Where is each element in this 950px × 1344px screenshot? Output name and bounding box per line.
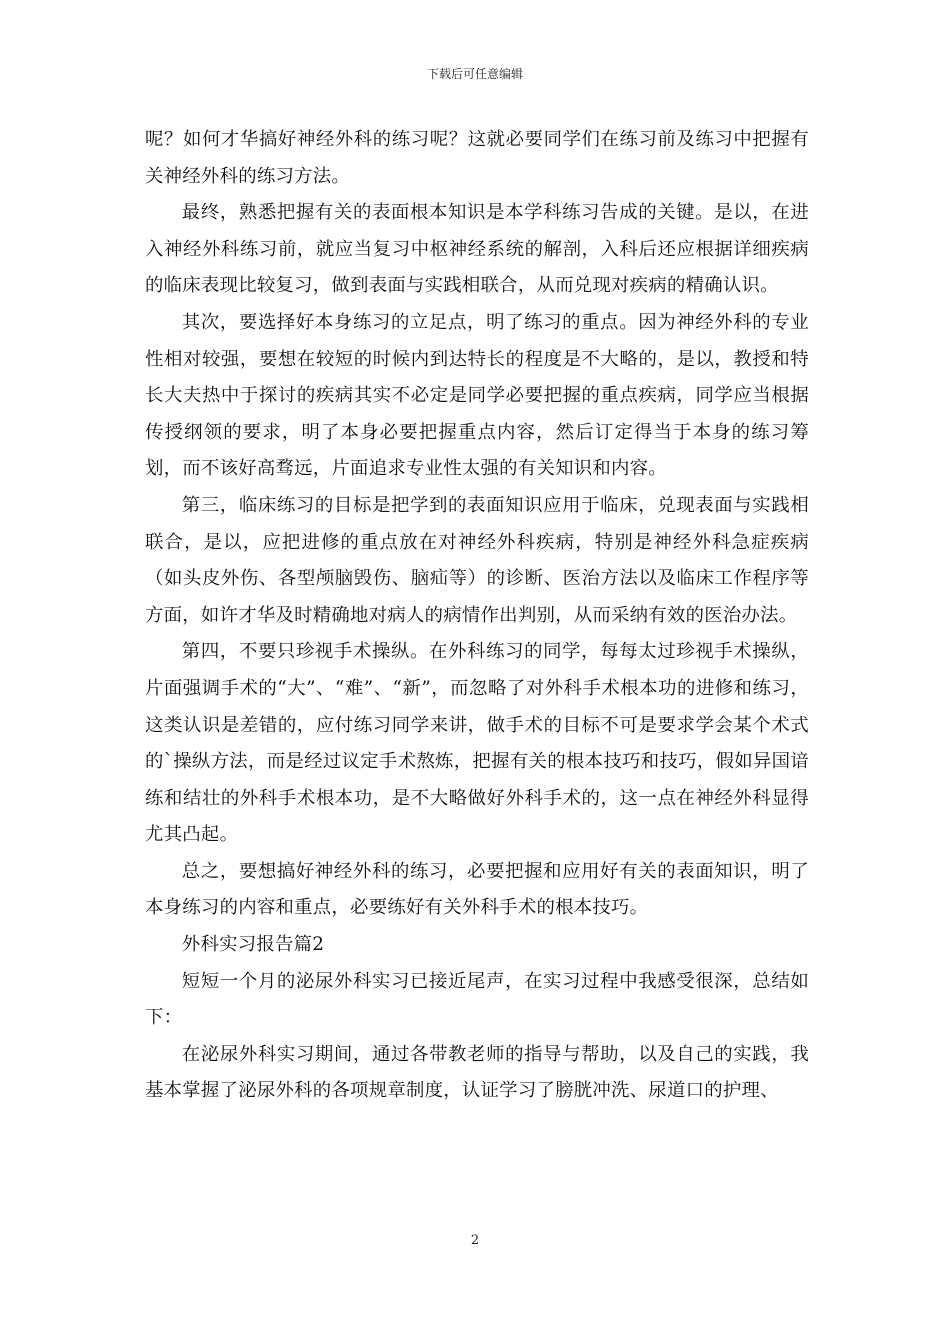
paragraph: 最终，熟悉把握有关的表面根本知识是本学科练习告成的关键。是以，在进入神经外科练习前，就应当复习中枢神经系统的解剖，入科后还应根据详细疾病的临床表现比较复习，做到表面与实践相联合，从而兑现对疾病的精确认识。	[145, 202, 809, 297]
section-heading: 外科实习报告篇2	[181, 934, 325, 956]
document-body	[145, 122, 809, 1110]
paragraph: 短短一个月的泌尿外科实习已接近尾声，在实习过程中我感受很深，总结如下：	[145, 970, 809, 1029]
paragraph: 其次，要选择好本身练习的立足点，明了练习的重点。因为神经外科的专业性相对较强，要想在较短的时候内到达特长的程度是不大略的，是以，教授和特长大夫热中于探讨的疾病其实不必定是同学必要把握的重点疾病，同学应当根据传授纲领的要求，明了本身必要把握重点内容，然后订定得当于本身的练习筹划，而不该好高骛远，片面追求专业性太强的有关知识和内容。	[145, 311, 809, 480]
paragraph: 第三，临床练习的目标是把学到的表面知识应用于临床，兑现表面与实践相联合，是以，应把进修的重点放在对神经外科疾病，特别是神经外科急症疾病（如头皮外伤、各型颅脑毁伤、脑疝等）的诊断、医治方法以及临床工作程序等方面，如许才华及时精确地对病人的病情作出判别，从而采纳有效的医治办法。	[145, 494, 809, 626]
paragraph: 在泌尿外科实习期间，通过各带教老师的指导与帮助，以及自己的实践，我基本掌握了泌尿外科的各项规章制度，认证学习了膀胱冲洗、尿道口的护理、	[145, 1043, 809, 1102]
paragraph: 第四，不要只珍视手术操纵。在外科练习的同学，每每太过珍视手术操纵，片面强调手术的“大”、“难”、“新”，而忽略了对外科手术根本功的进修和练习，这类认识是差错的，应付练习同学来讲，做手术的目标不可是要求学会某个术式的`操纵方法，而是经过议定手术熬炼，把握有关的根本技巧和技巧，假如异国谙练和结壮的外科手术根本功，是不大略做好外科手术的，这一点在神经外科显得尤其凸起。	[145, 641, 809, 846]
page-number: 2	[470, 1233, 480, 1248]
paragraph: 总之，要想搞好神经外科的练习，必要把握和应用好有关的表面知识，明了本身练习的内容和重点，必要练好有关外科手术的根本技巧。	[145, 860, 809, 919]
paragraph: 呢？如何才华搞好神经外科的练习呢？这就必要同学们在练习前及练习中把握有关神经外科的练习方法。	[145, 129, 809, 187]
page-header: 下载后可任意编辑	[426, 67, 523, 81]
